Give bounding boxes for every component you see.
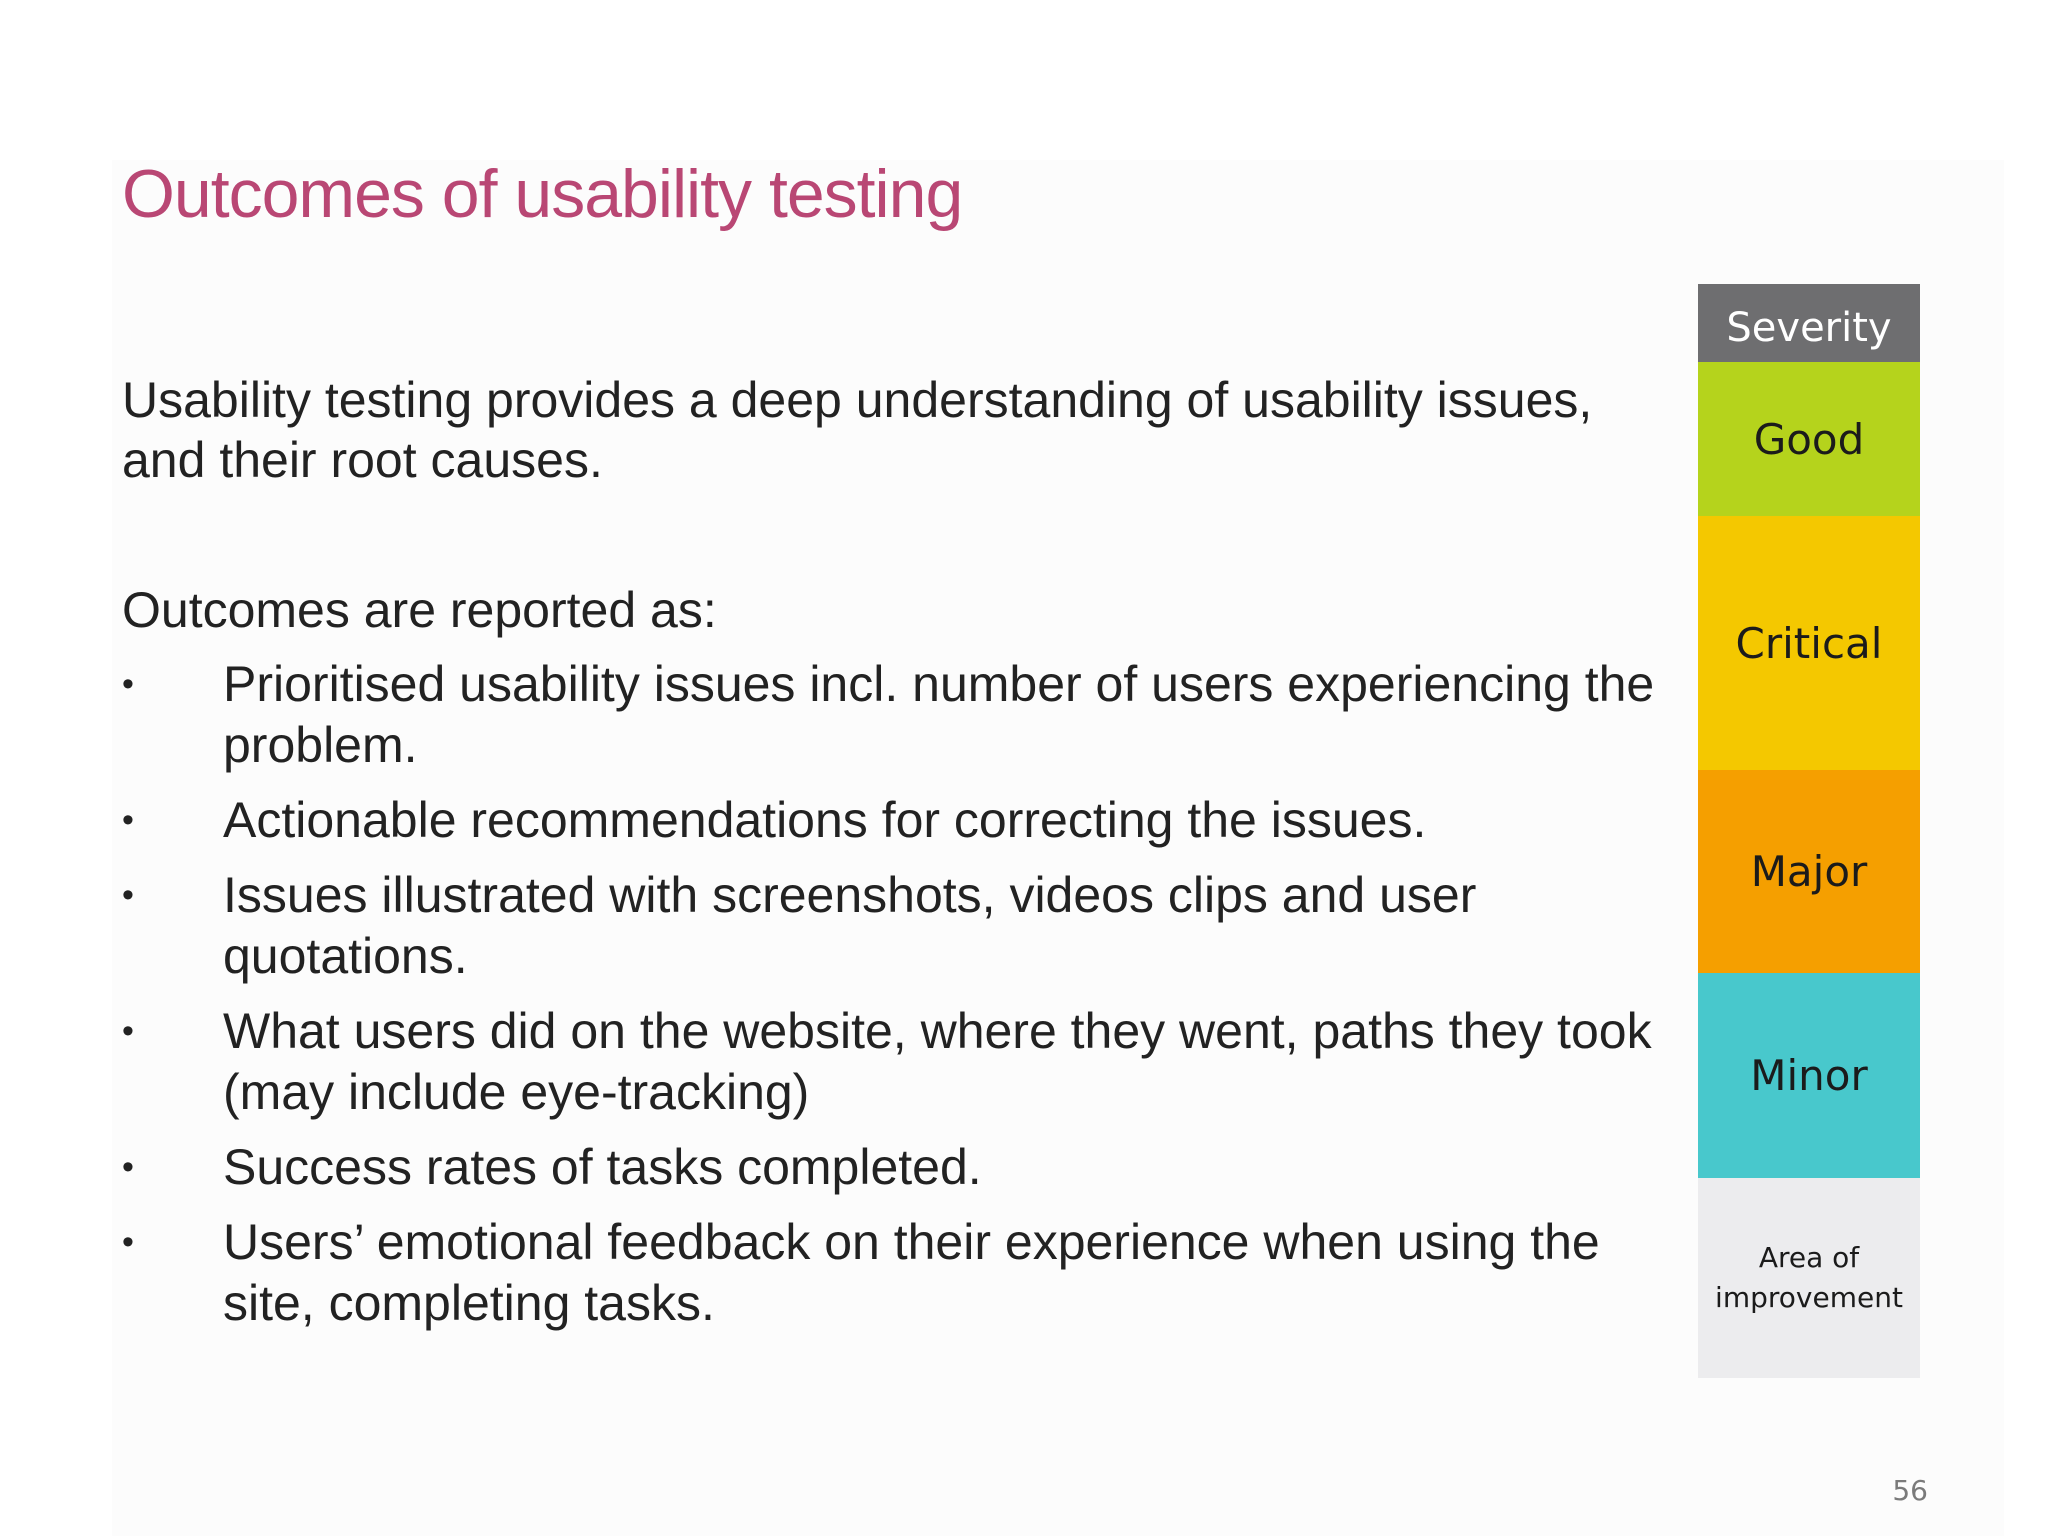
intro-paragraph: Usability testing provides a deep understanding of usability issues, and their root causes. <box>122 372 1593 488</box>
outcome-item-recommendations <box>122 790 1682 851</box>
slide-title: Outcomes of usability testing <box>122 156 963 232</box>
outcome-text: Success rates of tasks completed. <box>223 1139 982 1195</box>
severity-header: Severity <box>1698 284 1920 362</box>
severity-level-good: Good <box>1698 362 1920 516</box>
outcome-text: Actionable recommendations for correcting the issues. <box>223 792 1427 848</box>
severity-scale <box>1698 284 1920 1378</box>
outcomes-list <box>122 654 1682 1348</box>
page-number: 56 <box>1892 1474 1928 1507</box>
bullet-icon: • <box>122 801 134 839</box>
outcome-text: Prioritised usability issues incl. number of users experiencing the problem. <box>223 656 1655 773</box>
outcome-item-emotional-feedback <box>122 1212 1682 1334</box>
outcome-text: Users’ emotional feedback on their experience when using the site, completing tasks. <box>223 1214 1600 1331</box>
bullet-icon: • <box>122 1223 134 1261</box>
severity-level-critical: Critical <box>1698 516 1920 770</box>
bullet-icon: • <box>122 1012 134 1050</box>
severity-level-area-of-improvement: Area of improvement <box>1698 1178 1920 1378</box>
severity-level-major: Major <box>1698 770 1920 973</box>
outcome-item-success-rates <box>122 1137 1682 1198</box>
bullet-icon: • <box>122 1148 134 1186</box>
severity-level-minor: Minor <box>1698 973 1920 1178</box>
bullet-icon: • <box>122 876 134 914</box>
outcome-item-illustrated-issues <box>122 865 1682 987</box>
outcome-text: What users did on the website, where they went, paths they took (may include eye-tracking) <box>223 1003 1652 1120</box>
bullet-icon: • <box>122 665 134 703</box>
outcomes-heading: Outcomes are reported as: <box>122 582 717 638</box>
outcome-text: Issues illustrated with screenshots, videos clips and user quotations. <box>223 867 1477 984</box>
outcome-item-user-paths <box>122 1001 1682 1123</box>
outcome-item-prioritised-issues <box>122 654 1682 776</box>
